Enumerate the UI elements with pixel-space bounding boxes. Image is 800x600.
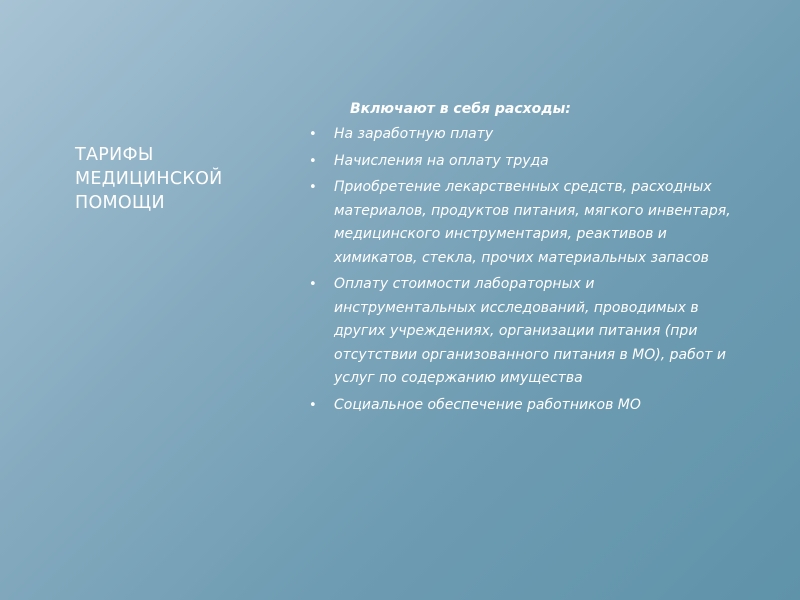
bullet-icon: •	[309, 180, 317, 195]
bullet-item-salary	[308, 123, 738, 147]
bullet-item-social-security	[308, 394, 738, 418]
bullet-text: На заработную плату	[334, 126, 494, 142]
bullet-text: Социальное обеспечение работников МО	[334, 396, 641, 413]
bullet-icon: •	[309, 127, 317, 142]
bullet-icon: •	[309, 397, 317, 413]
bullet-icon: •	[309, 277, 317, 292]
bullet-text: Начисления на оплату труда	[334, 152, 549, 169]
bullet-icon: •	[309, 153, 317, 169]
content-heading: Включают в себя расходы:	[350, 101, 571, 117]
slide-title: ТАРИФЫ МЕДИЦИНСКОЙ ПОМОЩИ	[75, 145, 223, 213]
bullet-text: Приобретение лекарственных средств, расходных материалов, продуктов питания, мягкого инвентаря, медицинского инструментария, реактивов и химикатов, стекла, прочих материальных запасов	[334, 179, 731, 266]
bullet-item-external-services	[308, 273, 738, 391]
bullet-list	[308, 123, 738, 417]
bullet-item-payroll-charges	[308, 150, 738, 174]
bullet-text: Оплату стоимости лабораторных и инструментальных исследований, проводимых в других учреждениях, организации питания (при отсутствии организованного питания в МО), работ и услуг по содержанию имущества	[334, 276, 726, 386]
content-area	[308, 98, 738, 420]
bullet-item-supplies	[308, 176, 738, 270]
